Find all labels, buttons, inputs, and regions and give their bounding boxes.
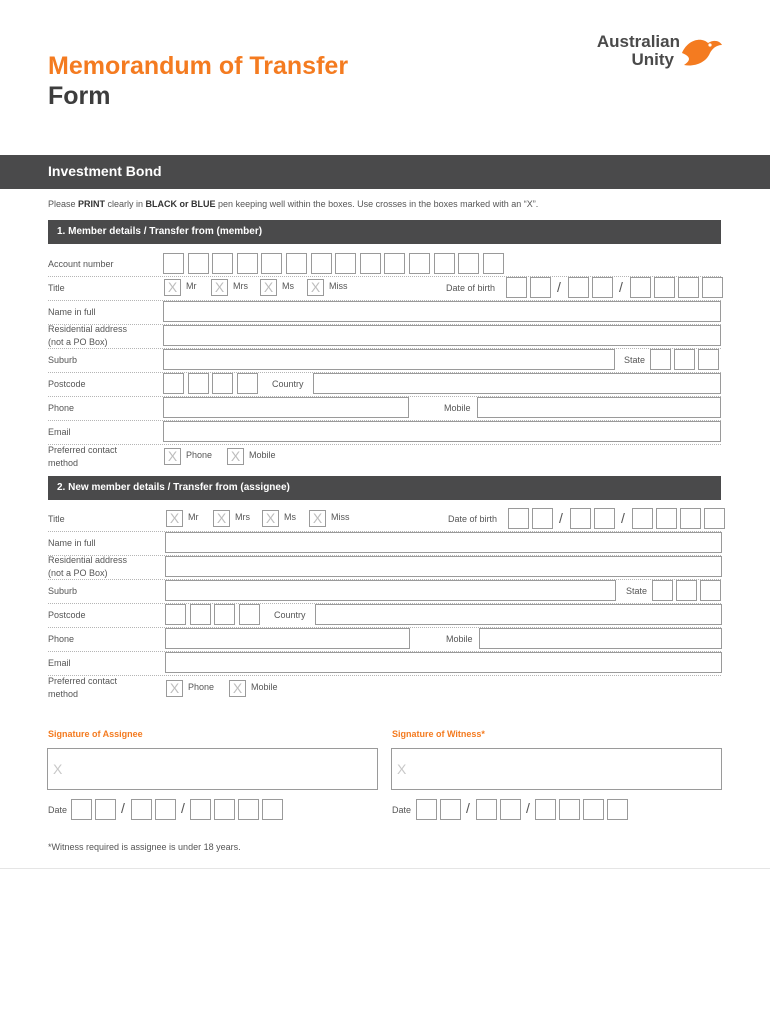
australian-unity-logo bbox=[574, 33, 724, 81]
title-option-label: Miss bbox=[331, 512, 350, 522]
account-number-box[interactable] bbox=[311, 253, 332, 274]
dob-day-box[interactable] bbox=[508, 508, 529, 529]
postcode-box[interactable] bbox=[237, 373, 258, 394]
logo-text-line1: Australian bbox=[596, 32, 680, 51]
date-separator: / bbox=[621, 510, 625, 526]
date-separator: / bbox=[619, 279, 623, 295]
title-checkbox-mrs[interactable]: X bbox=[213, 510, 230, 527]
state-label: State bbox=[626, 586, 648, 596]
account-number-box[interactable] bbox=[237, 253, 258, 274]
account-number-box[interactable] bbox=[458, 253, 479, 274]
date-separator: / bbox=[121, 800, 125, 816]
title-option-label: Ms bbox=[284, 512, 296, 522]
signature-mark: X bbox=[397, 761, 407, 777]
mobile-label: Mobile bbox=[444, 403, 471, 413]
dob-label: Date of birth bbox=[446, 283, 496, 293]
date-month-box[interactable] bbox=[155, 799, 176, 820]
contact-sublabel: method bbox=[48, 458, 79, 468]
dob-year-box[interactable] bbox=[678, 277, 699, 298]
logo-text-line2: Unity bbox=[631, 50, 674, 69]
date-year-box[interactable] bbox=[607, 799, 628, 820]
assignee-name-input[interactable] bbox=[165, 532, 722, 553]
member-phone-input[interactable] bbox=[163, 397, 409, 418]
postcode-box[interactable] bbox=[163, 373, 184, 394]
name-label: Name in full bbox=[48, 538, 96, 548]
phone-label: Phone bbox=[48, 403, 75, 413]
title-option-label: Mrs bbox=[235, 512, 250, 522]
postcode-box[interactable] bbox=[239, 604, 260, 625]
contact-label: Preferred contact bbox=[48, 445, 118, 455]
form-subtitle: Form bbox=[48, 82, 111, 110]
date-separator: / bbox=[181, 800, 185, 816]
footnote: *Witness required is assignee is under 18 years. bbox=[48, 842, 241, 852]
dob-month-box[interactable] bbox=[568, 277, 589, 298]
dob-year-box[interactable] bbox=[654, 277, 675, 298]
account-number-box[interactable] bbox=[261, 253, 282, 274]
state-box[interactable] bbox=[652, 580, 673, 601]
title-checkbox-ms[interactable]: X bbox=[262, 510, 279, 527]
date-day-box[interactable] bbox=[95, 799, 116, 820]
title-checkbox-mr[interactable]: X bbox=[164, 279, 181, 296]
section1-heading: 1. Member details / Transfer from (member) bbox=[48, 220, 721, 244]
title-option-label: Miss bbox=[329, 281, 348, 291]
state-box[interactable] bbox=[676, 580, 697, 601]
postcode-box[interactable] bbox=[190, 604, 211, 625]
state-label: State bbox=[624, 355, 646, 365]
account-number-label: Account number bbox=[48, 259, 114, 269]
email-label: Email bbox=[48, 658, 71, 668]
account-number-box[interactable] bbox=[384, 253, 405, 274]
form-title: Memorandum of Transfer bbox=[48, 52, 349, 80]
instructions-text: pen keeping well within the boxes. Use crosses in the boxes marked with an “X”. bbox=[215, 199, 539, 209]
assignee-mobile-input[interactable] bbox=[479, 628, 722, 649]
account-number-box[interactable] bbox=[335, 253, 356, 274]
member-mobile-input[interactable] bbox=[477, 397, 721, 418]
investment-bond-banner bbox=[0, 155, 770, 189]
title-checkbox-miss[interactable]: X bbox=[309, 510, 326, 527]
account-number-box[interactable] bbox=[163, 253, 184, 274]
witness-date-label: Date bbox=[392, 805, 412, 815]
address-sublabel: (not a PO Box) bbox=[48, 337, 108, 347]
kookaburra-icon bbox=[678, 35, 724, 73]
date-day-box[interactable] bbox=[71, 799, 92, 820]
dob-day-box[interactable] bbox=[530, 277, 551, 298]
account-number-box[interactable] bbox=[409, 253, 430, 274]
date-month-box[interactable] bbox=[131, 799, 152, 820]
date-day-box[interactable] bbox=[416, 799, 437, 820]
title-label: Title bbox=[48, 514, 65, 524]
date-month-box[interactable] bbox=[500, 799, 521, 820]
country-label: Country bbox=[272, 379, 304, 389]
dob-year-box[interactable] bbox=[656, 508, 677, 529]
contact-checkbox-mobile[interactable]: X bbox=[227, 448, 244, 465]
title-option-label: Mrs bbox=[233, 281, 248, 291]
assignee-email-input[interactable] bbox=[165, 652, 722, 673]
divider bbox=[48, 276, 721, 277]
title-checkbox-mr[interactable]: X bbox=[166, 510, 183, 527]
contact-option-label: Mobile bbox=[249, 450, 276, 460]
dob-month-box[interactable] bbox=[594, 508, 615, 529]
mobile-label: Mobile bbox=[446, 634, 473, 644]
account-number-box[interactable] bbox=[188, 253, 209, 274]
email-label: Email bbox=[48, 427, 71, 437]
account-number-box[interactable] bbox=[360, 253, 381, 274]
banner-title: Investment Bond bbox=[48, 163, 162, 179]
account-number-box[interactable] bbox=[483, 253, 504, 274]
contact-checkbox-mobile[interactable]: X bbox=[229, 680, 246, 697]
state-box[interactable] bbox=[698, 349, 719, 370]
state-box[interactable] bbox=[700, 580, 721, 601]
date-year-box[interactable] bbox=[262, 799, 283, 820]
assignee-phone-input[interactable] bbox=[165, 628, 410, 649]
postcode-box[interactable] bbox=[165, 604, 186, 625]
assignee-suburb-input[interactable] bbox=[165, 580, 616, 601]
date-year-box[interactable] bbox=[238, 799, 259, 820]
date-year-box[interactable] bbox=[214, 799, 235, 820]
assignee-address-input[interactable] bbox=[165, 556, 722, 577]
address-label: Residential address bbox=[48, 555, 128, 565]
member-name-input[interactable] bbox=[163, 301, 721, 322]
instructions-print: PRINT bbox=[78, 199, 106, 209]
state-box[interactable] bbox=[674, 349, 695, 370]
date-separator: / bbox=[557, 279, 561, 295]
divider bbox=[48, 675, 721, 676]
witness-signature-label: Signature of Witness* bbox=[392, 729, 485, 739]
dob-year-box[interactable] bbox=[632, 508, 653, 529]
member-country-input[interactable] bbox=[313, 373, 721, 394]
title-option-label: Mr bbox=[188, 512, 199, 522]
account-number-box[interactable] bbox=[286, 253, 307, 274]
instructions-text: clearly in bbox=[105, 199, 146, 209]
phone-label: Phone bbox=[48, 634, 75, 644]
date-year-box[interactable] bbox=[190, 799, 211, 820]
date-separator: / bbox=[466, 800, 470, 816]
title-label: Title bbox=[48, 283, 65, 293]
postcode-label: Postcode bbox=[48, 610, 86, 620]
contact-checkbox-phone[interactable]: X bbox=[166, 680, 183, 697]
member-address-input[interactable] bbox=[163, 325, 721, 346]
dob-year-box[interactable] bbox=[702, 277, 723, 298]
name-label: Name in full bbox=[48, 307, 96, 317]
page-bottom-rule bbox=[0, 868, 770, 869]
witness-signature-box[interactable] bbox=[391, 748, 722, 790]
title-checkbox-miss[interactable]: X bbox=[307, 279, 324, 296]
address-label: Residential address bbox=[48, 324, 128, 334]
contact-option-label: Phone bbox=[186, 450, 213, 460]
dob-year-box[interactable] bbox=[630, 277, 651, 298]
date-month-box[interactable] bbox=[476, 799, 497, 820]
contact-checkbox-phone[interactable]: X bbox=[164, 448, 181, 465]
account-number-box[interactable] bbox=[434, 253, 455, 274]
instructions-text: Please bbox=[48, 199, 79, 209]
postcode-box[interactable] bbox=[188, 373, 209, 394]
dob-year-box[interactable] bbox=[680, 508, 701, 529]
date-year-box[interactable] bbox=[583, 799, 604, 820]
assignee-signature-box[interactable] bbox=[47, 748, 378, 790]
date-separator: / bbox=[559, 510, 563, 526]
dob-day-box[interactable] bbox=[506, 277, 527, 298]
postcode-label: Postcode bbox=[48, 379, 86, 389]
country-label: Country bbox=[274, 610, 306, 620]
contact-sublabel: method bbox=[48, 689, 79, 699]
member-email-input[interactable] bbox=[163, 421, 721, 442]
suburb-label: Suburb bbox=[48, 586, 78, 596]
divider bbox=[48, 444, 721, 445]
date-year-box[interactable] bbox=[535, 799, 556, 820]
dob-day-box[interactable] bbox=[532, 508, 553, 529]
dob-month-box[interactable] bbox=[592, 277, 613, 298]
dob-year-box[interactable] bbox=[704, 508, 725, 529]
assignee-country-input[interactable] bbox=[315, 604, 722, 625]
postcode-box[interactable] bbox=[212, 373, 233, 394]
assignee-date-label: Date bbox=[48, 805, 68, 815]
address-sublabel: (not a PO Box) bbox=[48, 568, 108, 578]
title-option-label: Ms bbox=[282, 281, 294, 291]
dob-label: Date of birth bbox=[448, 514, 498, 524]
state-box[interactable] bbox=[650, 349, 671, 370]
date-year-box[interactable] bbox=[559, 799, 580, 820]
member-suburb-input[interactable] bbox=[163, 349, 615, 370]
assignee-signature-label: Signature of Assignee bbox=[48, 729, 143, 739]
section2-heading: 2. New member details / Transfer from (assignee) bbox=[48, 476, 721, 500]
contact-label: Preferred contact bbox=[48, 676, 118, 686]
instructions-colors: BLACK or BLUE bbox=[145, 199, 216, 209]
dob-month-box[interactable] bbox=[570, 508, 591, 529]
account-number-box[interactable] bbox=[212, 253, 233, 274]
title-checkbox-ms[interactable]: X bbox=[260, 279, 277, 296]
postcode-box[interactable] bbox=[214, 604, 235, 625]
contact-option-label: Mobile bbox=[251, 682, 278, 692]
date-day-box[interactable] bbox=[440, 799, 461, 820]
date-separator: / bbox=[526, 800, 530, 816]
contact-option-label: Phone bbox=[188, 682, 215, 692]
signature-mark: X bbox=[53, 761, 63, 777]
suburb-label: Suburb bbox=[48, 355, 78, 365]
instructions bbox=[48, 199, 538, 209]
title-option-label: Mr bbox=[186, 281, 197, 291]
title-checkbox-mrs[interactable]: X bbox=[211, 279, 228, 296]
